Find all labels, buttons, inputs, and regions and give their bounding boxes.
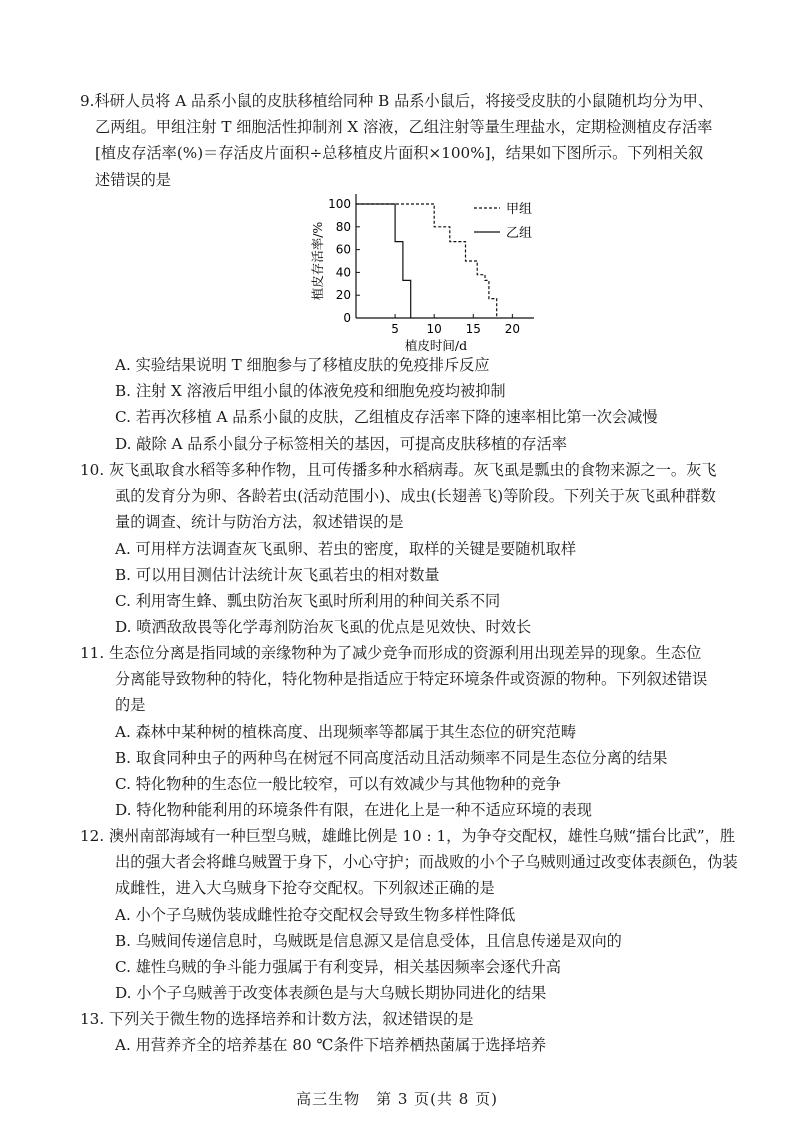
q10-option-d: D. 喷洒敌敌畏等化学毒剂防治灰飞虱的优点是见效快、时效长 (115, 618, 532, 637)
q9-option-d: D. 敲除 A 品系小鼠分子标签相关的基因，可提高皮肤移植的存活率 (115, 434, 567, 453)
y-tick-label: 40 (335, 265, 351, 280)
q13-option-a: A. 用营养齐全的培养基在 80 ℃条件下培养栖热菌属于选择培养 (115, 1036, 547, 1054)
x-tick-label: 20 (504, 322, 521, 336)
question-12 (80, 823, 738, 1006)
y-tick-label: 20 (335, 288, 351, 303)
q11-option-d: D. 特化物种能利用的环境条件有限，在进化上是一种不适应环境的表现 (115, 801, 592, 820)
q12-stem-line: 成雌性，进入大乌贼身下抢夺交配权。下列叙述正确的是 (115, 879, 495, 898)
question-10 (80, 457, 718, 640)
x-axis-label: 植皮时间/d (404, 338, 468, 353)
legend-label: 甲组 (506, 202, 533, 217)
question-9-options (88, 352, 718, 457)
q10-option-a: A. 可用样方法调查灰飞虱卵、若虫的密度，取样的关键是要随机取样 (115, 539, 577, 558)
q10-stem-line: 10. 灰飞虱取食水稻等多种作物，且可传播多种水稻病毒。灰飞虱是瓢虫的食物来源之一。灰飞 (80, 461, 717, 479)
y-tick-label: 0 (343, 311, 351, 325)
y-tick-label: 100 (328, 197, 351, 211)
q9-stem-line: [植皮存活率(%)＝存活皮片面积÷总移植皮片面积×100%]，结果如下图所示。下列相关叙 (95, 144, 704, 163)
q9-stem-line: 9.科研人员将 A 品系小鼠的皮肤移植给同种 B 品系小鼠后，将接受皮肤的小鼠随机均分为甲、 (80, 92, 714, 110)
y-tick-label: 80 (335, 219, 351, 234)
series-line-yi (356, 204, 411, 318)
page-footer: 高三生物 第 3 页(共 8 页) (296, 1090, 498, 1108)
q9-option-c: C. 若再次移植 A 品系小鼠的皮肤，乙组植皮存活率下降的速率相比第一次会减慢 (115, 408, 658, 427)
series-line-jia (356, 204, 497, 318)
q10-option-b: B. 可以用目测估计法统计灰飞虱若虫的相对数量 (115, 565, 440, 584)
question-13 (80, 1006, 718, 1032)
q11-stem-line: 11. 生态位分离是指同域的亲缘物种为了减少竞争而形成的资源利用出现差异的现象。生态位 (80, 644, 702, 662)
q11-option-a: A. 森林中某种树的植株高度、出现频率等都属于其生态位的研究范畴 (115, 722, 577, 741)
q12-option-b: B. 乌贼间传递信息时，乌贼既是信息源又是信息受体，且信息传递是双向的 (115, 931, 622, 950)
x-tick-label: 15 (465, 322, 481, 336)
q12-option-d: D. 小个子乌贼善于改变体表颜色是与大乌贼长期协同进化的结果 (115, 984, 547, 1003)
y-tick-label: 60 (335, 242, 351, 257)
question-11 (80, 640, 718, 823)
q9-stem-line: 述错误的是 (95, 170, 171, 189)
q10-stem-line: 量的调查、统计与防治方法，叙述错误的是 (115, 513, 404, 532)
legend-label: 乙组 (506, 226, 533, 241)
q10-stem-line: 虱的发育分为卵、各龄若虫(活动范围小)、成虫(长翅善飞)等阶段。下列关于灰飞虱种群数 (115, 487, 716, 506)
skin-graft-survival-chart (300, 178, 560, 356)
chart-svg (300, 178, 560, 356)
q9-stem-line: 乙两组。甲组注射 T 细胞活性抑制剂 X 溶液，乙组注射等量生理盐水，定期检测植皮存活率 (95, 118, 713, 137)
q9-option-a: A. 实验结果说明 T 细胞参与了移植皮肤的免疫排斥反应 (115, 356, 490, 374)
y-axis-label: 植皮存活率/% (310, 221, 325, 301)
q13-stem-line: 13. 下列关于微生物的选择培养和计数方法，叙述错误的是 (80, 1010, 474, 1028)
q11-stem-line: 分离能导致物种的特化，特化物种是指适应于特定环境条件或资源的物种。下列叙述错误 (115, 670, 708, 689)
q12-stem-line: 12. 澳州南部海域有一种巨型乌贼，雄雌比例是 10 : 1，为争夺交配权，雄性乌贼“擂台比武”，胜 (80, 827, 736, 845)
q9-option-b: B. 注射 X 溶液后甲组小鼠的体液免疫和细胞免疫均被抑制 (115, 382, 506, 401)
q11-option-b: B. 取食同种虫子的两种鸟在树冠不同高度活动且活动频率不同是生态位分离的结果 (115, 748, 668, 767)
q11-option-c: C. 特化物种的生态位一般比较窄，可以有效减少与其他物种的竞争 (115, 775, 561, 794)
q12-option-a: A. 小个子乌贼伪装成雌性抢夺交配权会导致生物多样性降低 (115, 905, 516, 924)
q10-option-c: C. 利用寄生蜂、瓢虫防治灰飞虱时所利用的种间关系不同 (115, 592, 501, 611)
q12-option-c: C. 雄性乌贼的争斗能力强属于有利变异，相关基因频率会逐代升高 (115, 958, 561, 977)
x-tick-label: 10 (426, 322, 442, 336)
q11-stem-line: 的是 (115, 696, 146, 715)
q12-stem-line: 出的强大者会将雌乌贼置于身下，小心守护；而战败的小个子乌贼则通过改变体表颜色，伪装 (115, 853, 738, 872)
x-tick-label: 5 (391, 322, 399, 336)
question-13-options (88, 1032, 718, 1058)
